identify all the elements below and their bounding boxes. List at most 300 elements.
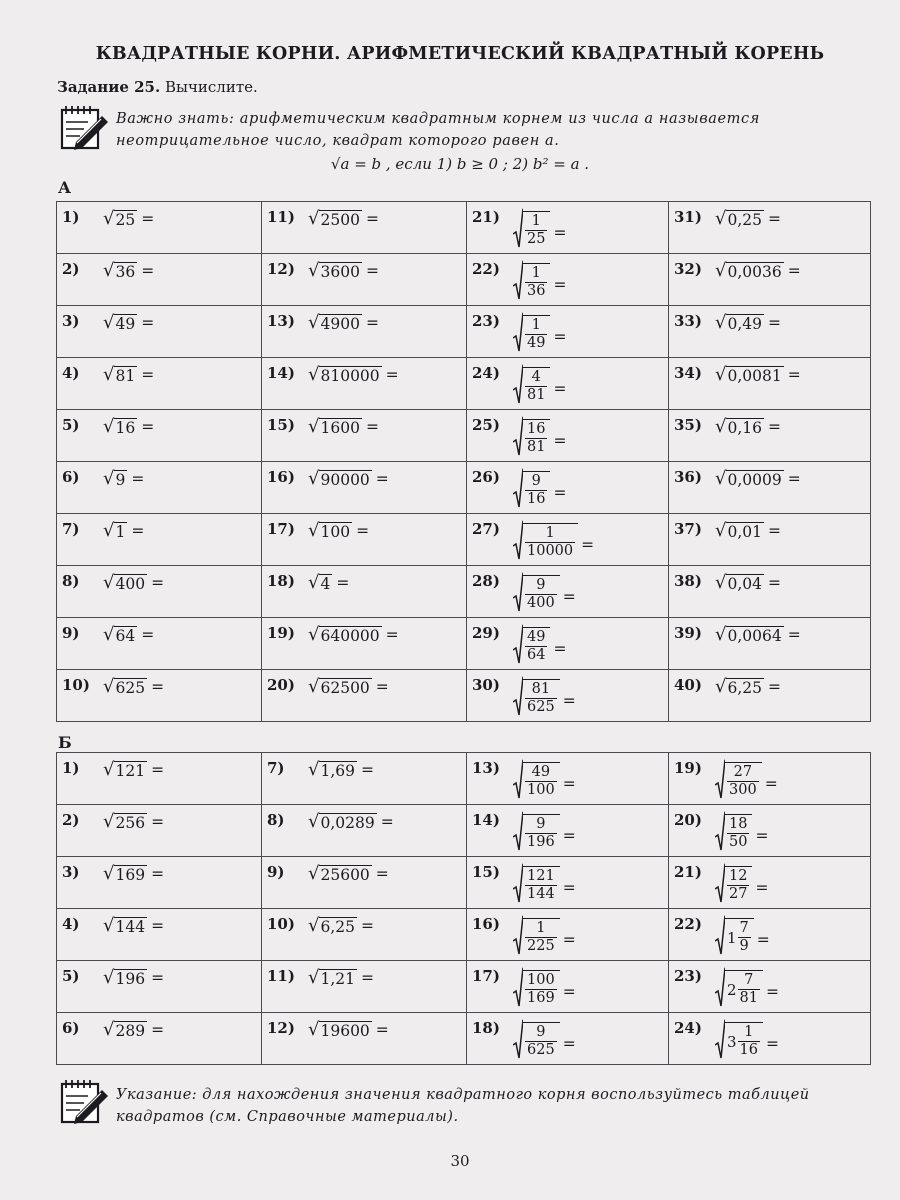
equals-sign: =	[151, 865, 165, 883]
fraction-square-root	[513, 572, 560, 612]
math-expression	[103, 262, 154, 280]
cell-content	[669, 202, 870, 253]
radical-sign	[513, 572, 523, 612]
radical-sign	[715, 967, 725, 1007]
table-row	[57, 202, 871, 254]
numerator: 7	[744, 972, 754, 988]
cell-content	[669, 1013, 870, 1064]
math-expression	[103, 522, 144, 540]
math-expression	[513, 1019, 576, 1059]
radical-sign: √	[308, 676, 320, 697]
radicand	[523, 263, 550, 300]
exercise-number: 26)	[472, 468, 500, 486]
cell-content	[262, 670, 466, 721]
math-expression	[103, 574, 164, 592]
math-expression	[513, 967, 576, 1007]
math-expression	[308, 865, 389, 883]
equals-sign: =	[553, 224, 567, 242]
exercise-cell	[467, 202, 669, 254]
radical-sign	[715, 759, 725, 799]
math-expression	[513, 312, 566, 352]
exercise-number: 5)	[62, 967, 80, 985]
exercise-number: 15)	[472, 863, 500, 881]
equals-sign: =	[361, 969, 374, 987]
math-expression	[308, 418, 379, 436]
radicand: 0,16	[727, 419, 762, 437]
equals-sign: =	[151, 1021, 165, 1039]
fraction	[525, 868, 557, 903]
radicand: 2500	[320, 211, 360, 229]
radicand: 64	[115, 627, 136, 645]
exercise-number: 5)	[62, 416, 80, 434]
math-expression	[103, 418, 154, 436]
equals-sign: =	[365, 418, 379, 436]
math-expression	[715, 574, 781, 592]
radical-sign	[513, 364, 523, 404]
exercise-number: 40)	[674, 676, 702, 694]
numerator: 100	[527, 972, 555, 988]
exercise-cell	[262, 410, 467, 462]
exercise-cell	[57, 961, 262, 1013]
exercise-number: 31)	[674, 208, 702, 226]
radical-sign: √	[103, 624, 115, 645]
cell-content	[262, 566, 466, 617]
section-a-label: А	[58, 178, 72, 197]
radical-sign	[513, 624, 523, 664]
exercise-number: 22)	[674, 915, 702, 933]
hint-note: Указание: для нахождения значения квадратного корня воспользуйтесь таблицей квадратов (см. Справочные материалы).	[116, 1087, 810, 1125]
radicand: 0,49	[727, 315, 762, 333]
exercise-cell	[669, 753, 871, 805]
exercise-cell	[262, 514, 467, 566]
exercise-cell	[467, 961, 669, 1013]
radicand: 256	[115, 814, 146, 832]
radicand: 400	[115, 575, 146, 593]
table-row	[57, 909, 871, 961]
fraction-square-root	[513, 260, 550, 300]
denominator: 625	[527, 699, 555, 715]
fraction-square-root	[715, 1019, 763, 1059]
square-root	[715, 366, 784, 384]
exercise-cell	[467, 670, 669, 722]
equals-sign: =	[553, 484, 567, 502]
equals-sign: =	[553, 276, 567, 294]
radical-sign: √	[103, 364, 115, 385]
equals-sign: =	[365, 314, 379, 332]
exercise-cell	[669, 805, 871, 857]
radicand: 4900	[320, 315, 360, 333]
math-expression	[103, 314, 154, 332]
equals-sign: =	[375, 865, 389, 883]
exercise-number: 36)	[674, 468, 702, 486]
task-label: Задание 25.	[57, 78, 161, 96]
radicand	[725, 970, 763, 1007]
exercise-cell	[262, 618, 467, 670]
table-row	[57, 254, 871, 306]
denominator: 16	[527, 491, 546, 507]
exercise-cell	[57, 1013, 262, 1065]
math-expression	[513, 468, 566, 508]
exercise-number: 20)	[267, 676, 295, 694]
equals-sign: =	[151, 917, 165, 935]
square-root	[308, 917, 357, 935]
radicand: 0,0036	[727, 263, 782, 281]
math-expression	[715, 262, 801, 280]
denominator: 81	[527, 387, 546, 403]
fraction	[525, 764, 557, 799]
cell-content	[57, 857, 261, 908]
equals-sign: =	[755, 879, 769, 897]
radical-sign	[513, 468, 523, 508]
radicand: 90000	[320, 471, 370, 489]
exercise-number: 17)	[267, 520, 295, 538]
cell-content	[467, 909, 668, 960]
denominator: 16	[739, 1042, 758, 1058]
exercise-number: 14)	[267, 364, 295, 382]
radical-sign: √	[103, 572, 115, 593]
exercise-number: 27)	[472, 520, 500, 538]
denominator: 300	[729, 782, 757, 798]
square-root	[103, 917, 147, 935]
radical-sign: √	[103, 312, 115, 333]
note-formula: √a = b , если 1) b ≥ 0 ; 2) b² = a .	[330, 155, 590, 173]
equals-sign: =	[141, 418, 155, 436]
table-row	[57, 306, 871, 358]
fraction	[738, 972, 760, 1007]
page-number: 30	[450, 1152, 470, 1170]
radical-sign: √	[715, 624, 727, 645]
math-expression	[308, 626, 399, 644]
square-root	[103, 210, 137, 228]
radicand	[523, 315, 550, 352]
fraction-square-root	[513, 1019, 560, 1059]
radicand: 25	[115, 211, 136, 229]
exercise-cell	[669, 857, 871, 909]
exercise-cell	[262, 306, 467, 358]
radical-sign: √	[308, 312, 320, 333]
radical-sign: √	[103, 915, 115, 936]
math-expression	[513, 676, 576, 716]
square-root	[308, 865, 372, 883]
fraction	[738, 920, 751, 955]
cell-content	[669, 358, 870, 409]
denominator: 10000	[527, 543, 574, 559]
exercise-number: 18)	[267, 572, 295, 590]
square-root	[715, 522, 764, 540]
math-expression	[103, 678, 164, 696]
exercise-cell	[467, 514, 669, 566]
square-root	[308, 262, 362, 280]
cell-content	[669, 618, 870, 669]
equals-sign: =	[151, 574, 165, 592]
math-expression	[103, 210, 154, 228]
square-root	[715, 418, 764, 436]
fraction	[525, 1024, 557, 1059]
math-expression	[308, 522, 369, 540]
cell-content	[57, 410, 261, 461]
radicand	[523, 1022, 560, 1059]
cell-content	[669, 753, 870, 804]
equals-sign: =	[768, 522, 781, 540]
table-row	[57, 410, 871, 462]
square-root	[715, 678, 764, 696]
square-root	[715, 210, 764, 228]
math-expression	[103, 865, 164, 883]
equals-sign: =	[787, 262, 801, 280]
fraction-square-root	[513, 863, 560, 903]
exercise-cell	[262, 753, 467, 805]
exercise-cell	[669, 1013, 871, 1065]
exercise-cell	[57, 618, 262, 670]
exercise-number: 22)	[472, 260, 500, 278]
exercise-cell	[57, 410, 262, 462]
equals-sign: =	[764, 775, 778, 793]
exercise-number: 16)	[472, 915, 500, 933]
table-row	[57, 753, 871, 805]
radicand: 100	[320, 523, 351, 541]
exercise-number: 34)	[674, 364, 702, 382]
denominator: 25	[527, 231, 546, 247]
radical-sign: √	[308, 364, 320, 385]
radical-sign: √	[308, 1019, 320, 1040]
math-expression	[308, 574, 349, 592]
radicand: 0,04	[727, 575, 762, 593]
math-expression	[308, 917, 374, 935]
radicand	[523, 211, 550, 248]
numerator: 1	[531, 317, 541, 333]
equals-sign: =	[562, 588, 576, 606]
cell-content	[262, 254, 466, 305]
exercise-number: 3)	[62, 312, 80, 330]
radical-sign: √	[103, 863, 115, 884]
exercise-number: 15)	[267, 416, 295, 434]
exercise-number: 13)	[267, 312, 295, 330]
math-expression	[715, 418, 781, 436]
radicand: 1,21	[320, 970, 355, 988]
denominator: 64	[527, 647, 546, 663]
cell-content	[262, 514, 466, 565]
radicand: 3600	[320, 263, 360, 281]
denominator: 50	[729, 834, 748, 850]
exercise-number: 8)	[267, 811, 285, 829]
radicand: 4	[320, 575, 331, 593]
exercise-cell	[467, 753, 669, 805]
fraction-square-root	[513, 208, 550, 248]
cell-content	[669, 670, 870, 721]
radical-sign: √	[715, 416, 727, 437]
equals-sign: =	[787, 470, 801, 488]
radicand	[523, 762, 560, 799]
equals-sign: =	[365, 262, 379, 280]
math-expression	[513, 260, 566, 300]
math-expression	[715, 967, 779, 1007]
square-root	[103, 262, 137, 280]
math-expression	[715, 314, 781, 332]
exercise-cell	[57, 909, 262, 961]
radical-sign	[715, 811, 725, 851]
exercise-cell	[262, 1013, 467, 1065]
radical-sign	[513, 260, 523, 300]
denominator: 9	[739, 938, 749, 954]
denominator: 225	[527, 938, 555, 954]
radicand: 196	[115, 970, 146, 988]
exercise-number: 35)	[674, 416, 702, 434]
square-root	[103, 314, 137, 332]
table-row	[57, 670, 871, 722]
radicand: 144	[115, 918, 146, 936]
math-expression	[308, 813, 394, 831]
radical-sign	[715, 915, 725, 955]
fraction	[525, 577, 557, 612]
numerator: 121	[527, 868, 555, 884]
exercise-number: 11)	[267, 967, 295, 985]
square-root	[103, 1021, 147, 1039]
equals-sign: =	[385, 626, 399, 644]
cell-content	[467, 961, 668, 1012]
exercise-number: 25)	[472, 416, 500, 434]
cell-content	[57, 1013, 261, 1064]
fraction	[525, 317, 547, 352]
square-root	[103, 574, 147, 592]
radicand: 25600	[320, 866, 370, 884]
radicand: 169	[115, 866, 146, 884]
numerator: 49	[527, 629, 546, 645]
radicand: 0,0009	[727, 471, 782, 489]
equals-sign: =	[375, 1021, 389, 1039]
fraction-square-root	[513, 416, 550, 456]
fraction-square-root	[715, 863, 752, 903]
cell-content	[57, 202, 261, 253]
numerator: 18	[729, 816, 748, 832]
radicand	[523, 523, 578, 560]
radical-sign	[513, 759, 523, 799]
exercise-cell	[669, 202, 871, 254]
radical-sign: √	[103, 468, 115, 489]
numerator: 9	[531, 473, 541, 489]
fraction-square-root	[513, 468, 550, 508]
radicand	[725, 762, 762, 799]
fraction-square-root	[715, 759, 762, 799]
square-root	[103, 626, 137, 644]
radicand	[523, 575, 560, 612]
cell-content	[57, 753, 261, 804]
exercise-cell	[669, 961, 871, 1013]
exercise-number: 33)	[674, 312, 702, 330]
exercise-cell	[57, 254, 262, 306]
whole-part: 1	[727, 928, 737, 947]
table-row	[57, 857, 871, 909]
exercise-cell	[669, 618, 871, 670]
radicand: 6,25	[320, 918, 355, 936]
notepad-pencil-icon	[58, 102, 110, 152]
cell-content	[467, 753, 668, 804]
radical-sign: √	[308, 260, 320, 281]
denominator: 36	[527, 283, 546, 299]
radical-sign: √	[308, 915, 320, 936]
numerator: 49	[531, 764, 551, 780]
radical-sign: √	[308, 811, 320, 832]
radicand	[523, 918, 560, 955]
radical-sign	[513, 915, 523, 955]
square-root	[715, 314, 764, 332]
radicand	[725, 866, 752, 903]
radicand: 0,0081	[727, 367, 782, 385]
math-expression	[513, 759, 576, 799]
fraction	[525, 681, 557, 716]
radical-sign	[513, 1019, 523, 1059]
cell-content	[57, 306, 261, 357]
radical-sign: √	[715, 260, 727, 281]
square-root	[308, 678, 372, 696]
task-text: Вычислите.	[165, 78, 258, 96]
radicand: 9	[115, 471, 126, 489]
radical-sign	[513, 312, 523, 352]
exercise-number: 10)	[267, 915, 295, 933]
fraction-square-root	[513, 915, 560, 955]
radicand: 810000	[320, 367, 380, 385]
cell-content	[262, 462, 466, 513]
radicand: 81	[115, 367, 136, 385]
numerator: 1	[744, 1024, 754, 1040]
exercise-cell	[669, 306, 871, 358]
cell-content	[669, 961, 870, 1012]
exercise-cell	[467, 306, 669, 358]
radicand: 289	[115, 1022, 146, 1040]
exercise-cell	[262, 857, 467, 909]
cell-content	[669, 462, 870, 513]
square-root	[308, 574, 332, 592]
fraction-square-root	[513, 811, 560, 851]
fraction	[525, 972, 557, 1007]
math-expression	[308, 314, 379, 332]
square-root	[308, 813, 377, 831]
equals-sign: =	[768, 574, 781, 592]
exercise-cell	[57, 566, 262, 618]
math-expression	[513, 416, 566, 456]
radical-sign: √	[308, 759, 320, 780]
radicand	[523, 367, 550, 404]
math-expression	[308, 969, 374, 987]
exercise-number: 12)	[267, 260, 295, 278]
exercise-number: 30)	[472, 676, 500, 694]
math-expression	[308, 470, 389, 488]
exercise-number: 19)	[674, 759, 702, 777]
radicand: 6,25	[727, 679, 762, 697]
cell-content	[669, 254, 870, 305]
square-root	[103, 522, 127, 540]
fraction-square-root	[513, 759, 560, 799]
numerator: 9	[536, 816, 546, 832]
radical-sign: √	[103, 811, 115, 832]
radicand	[523, 970, 560, 1007]
radical-sign: √	[308, 520, 320, 541]
cell-content	[669, 410, 870, 461]
cell-content	[57, 566, 261, 617]
equals-sign: =	[151, 678, 165, 696]
cell-content	[467, 254, 668, 305]
math-expression	[103, 813, 164, 831]
numerator: 1	[531, 213, 541, 229]
square-root	[103, 969, 147, 987]
task-heading	[57, 78, 258, 96]
math-expression	[715, 1019, 779, 1059]
section-b-label: Б	[58, 733, 72, 752]
exercise-cell	[57, 857, 262, 909]
cell-content	[262, 410, 466, 461]
math-expression	[308, 366, 399, 384]
equals-sign: =	[581, 536, 595, 554]
radical-sign: √	[103, 759, 115, 780]
